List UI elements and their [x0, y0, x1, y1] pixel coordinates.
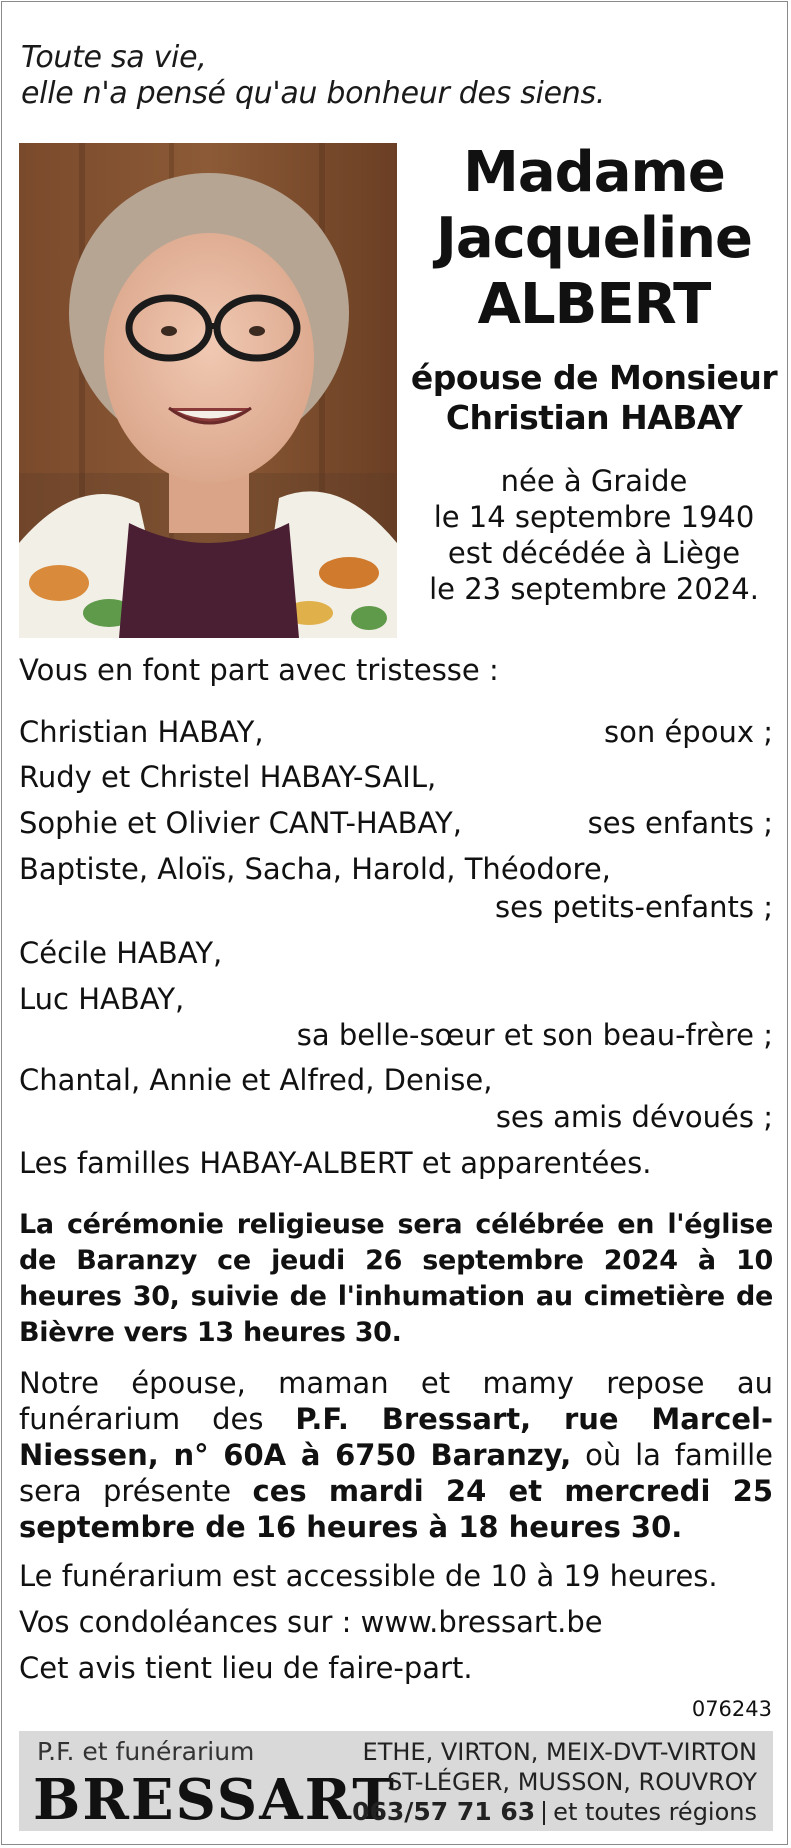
rest-part-1: Notre épouse, maman et mamy repose au funérarium des — [19, 1366, 773, 1436]
deceased-first-name: Jacqueline — [436, 206, 752, 271]
intro-text: Vous en font part avec tristesse : — [19, 653, 499, 687]
family-children-row — [19, 805, 773, 841]
family-child-2: Sophie et Olivier CANT-HABAY, — [19, 806, 462, 840]
footer-contact — [352, 1737, 757, 1827]
rest-paragraph — [19, 1365, 773, 1545]
quote-line-2: elle n'a pensé qu'au bonheur des siens. — [21, 76, 606, 111]
family-inlaw-rel: sa belle-sœur et son beau-frère ; — [296, 1018, 773, 1052]
family-grandchildren-rel: ses petits-enfants ; — [495, 890, 773, 924]
birth-date: le 14 septembre 1940 — [433, 500, 755, 534]
condolences-text: Vos condoléances sur : www.bressart.be — [19, 1605, 603, 1639]
opening-quote — [21, 40, 605, 112]
family-children-rel: ses enfants ; — [587, 806, 773, 840]
deceased-title: Madame — [463, 140, 725, 205]
family-inlaw-1: Cécile HABAY, — [19, 936, 223, 970]
family-friends: Chantal, Annie et Alfred, Denise, — [19, 1063, 493, 1097]
access-text: Le funérarium est accessible de 10 à 19 heures. — [19, 1559, 718, 1593]
family-families: Les familles HABAY-ALBERT et apparentées. — [19, 1146, 652, 1180]
footer-locations-2: ST-LÉGER, MUSSON, ROUVROY — [387, 1768, 757, 1796]
footer-subtitle: P.F. et funérarium — [37, 1737, 255, 1766]
dates-info — [410, 463, 778, 607]
footer-locations-1: ETHE, VIRTON, MEIX-DVT-VIRTON — [362, 1738, 757, 1766]
quote-line-1: Toute sa vie, — [21, 40, 207, 75]
spouse-info — [410, 358, 778, 438]
notice-text: Cet avis tient lieu de faire-part. — [19, 1651, 473, 1685]
reference-number: 076243 — [691, 1697, 772, 1721]
family-child-1: Rudy et Christel HABAY-SAIL, — [19, 760, 437, 794]
portrait-photo — [19, 143, 397, 638]
footer-phone: 063/57 71 63 — [352, 1797, 536, 1826]
birth-place: née à Graide — [500, 464, 688, 498]
family-spouse-row — [19, 714, 773, 750]
spouse-line-2: Christian HABAY — [445, 398, 743, 437]
deceased-info — [410, 140, 778, 607]
spouse-line-1: épouse de Monsieur — [410, 358, 778, 397]
footer-separator — [543, 1801, 545, 1825]
deceased-last-name: ALBERT — [477, 272, 711, 337]
rest-part-3: où la famille sera présente — [19, 1438, 773, 1508]
footer-brand-logo: BRESSART — [33, 1767, 396, 1833]
family-friends-rel: ses amis dévoués ; — [495, 1100, 773, 1134]
rest-part-4: ces mardi 24 et mercredi 25 septembre de 16 heures à 18 heures 30. — [19, 1474, 773, 1544]
death-place: est décédée à Liège — [447, 536, 741, 570]
funeral-home-footer — [19, 1731, 773, 1831]
family-inlaw-2: Luc HABAY, — [19, 982, 185, 1016]
rest-part-2: P.F. Bressart, rue Marcel-Niessen, n° 60A à 6750 Baranzy, — [19, 1402, 773, 1472]
ceremony-paragraph: La cérémonie religieuse sera célébrée en l'église de Baranzy ce jeudi 26 septembre 2024 à 10 heures 30, suivie de l'inhumation au cimetière de Bièvre vers 13 heures 30. — [19, 1209, 773, 1348]
footer-phone-row — [352, 1797, 757, 1827]
family-grandchildren: Baptiste, Aloïs, Sacha, Harold, Théodore, — [19, 852, 611, 886]
death-date: le 23 septembre 2024. — [429, 572, 759, 606]
family-spouse-rel: son époux ; — [604, 715, 773, 749]
footer-regions: et toutes régions — [553, 1798, 757, 1826]
family-spouse-name: Christian HABAY, — [19, 715, 264, 749]
